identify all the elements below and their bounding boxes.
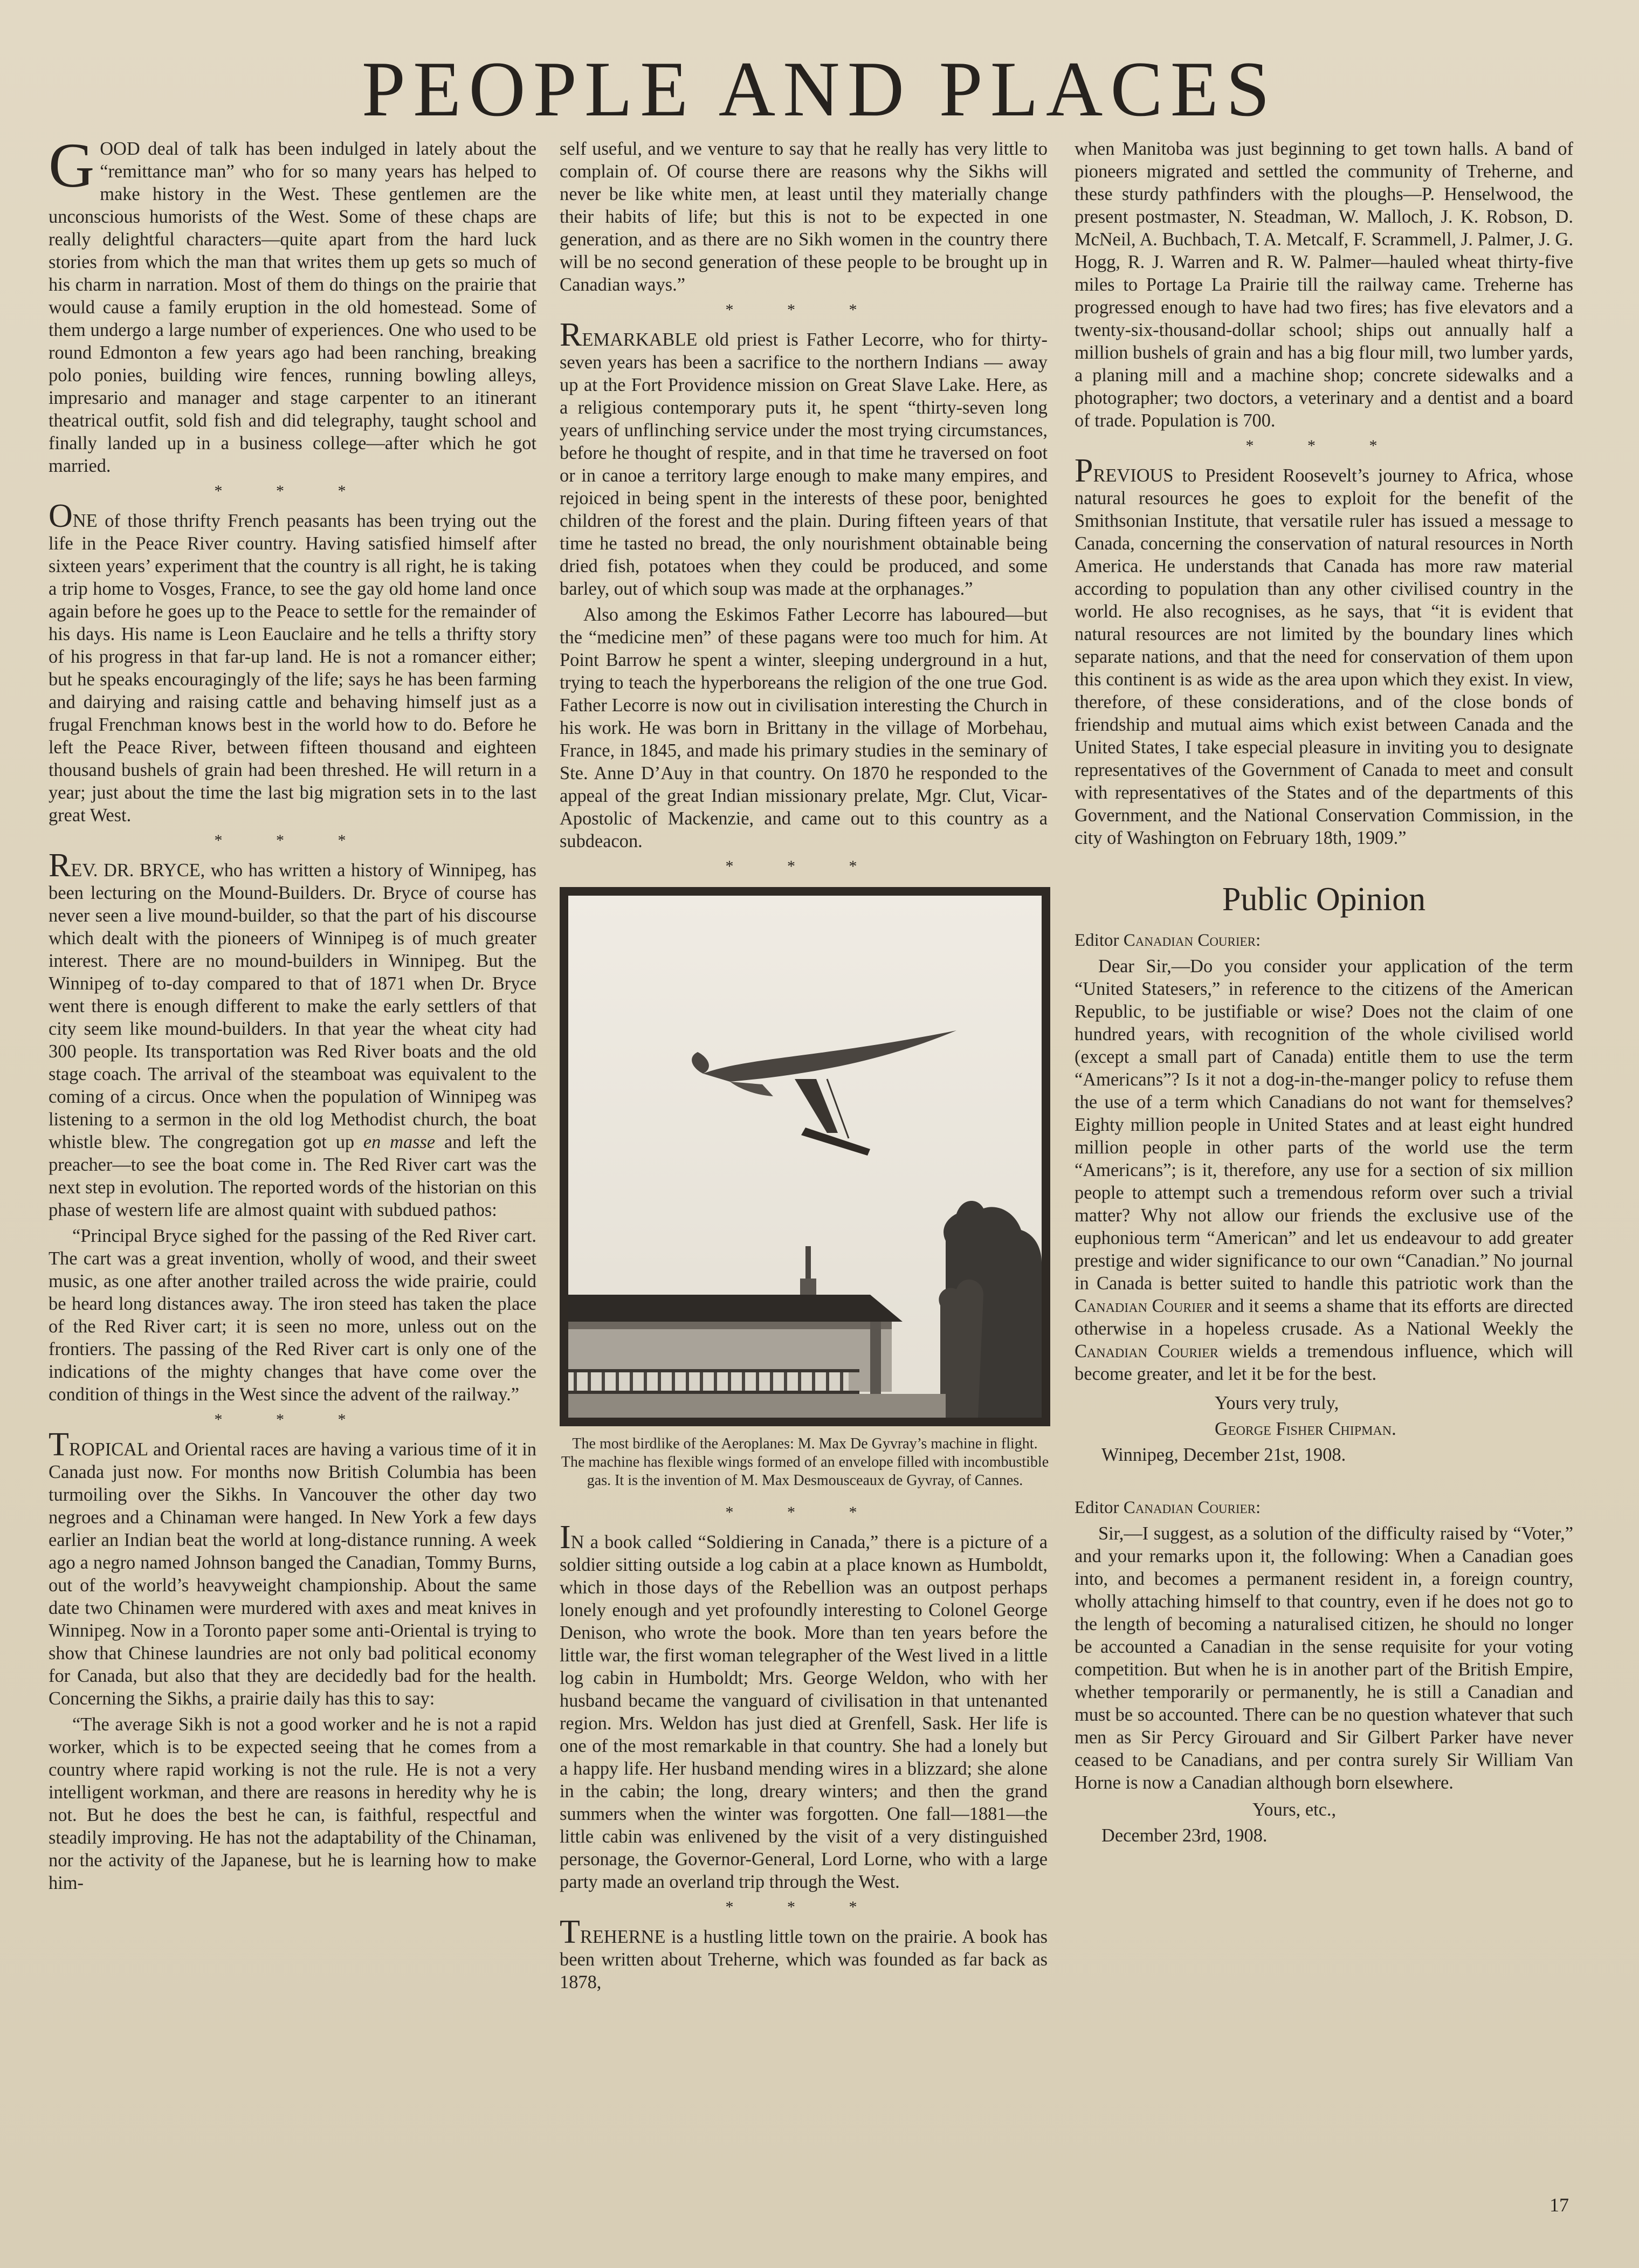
letter-text: and it seems a shame that its efforts are directed otherwise in a hopeless crusade. As a National Weekly the [1075,1296,1573,1339]
column-3 [1075,138,1573,1850]
article-text: OOD deal of talk has been indulged in lately about the “remittance man” who for so many years has helped to make history in the West. These gentlemen are the unconscious humorists of the West. Some of these chaps are really delightful characters—quite apart from the hard luck stories from which the man that writes them up gets so much of his charm in narration. Most of them do things on the prairie that would cause a family eruption in the old homestead. Some of them undergo a large number of experiences. One who used to be round Edmonton a few years ago had been ranching, breaking polo ponies, building wire fences, running bowling alleys, impresario and manager and stage carpenter to an itinerant theatrical outfit, sold fish and did telegraphy, taught school and finally landed up in a business college—after which he got married. [49,139,536,476]
column-1 [49,130,536,1898]
page-number: 17 [1550,2194,1569,2216]
article-text: a book called “Soldiering in Canada,” there is a picture of a soldier sitting outside a log cabin at a place known as Humboldt, which in those days of the Rebellion was an outpost perhaps lonely enough and yet profoundly interesting to Colonel George Denison, who wrote the book. More than ten years before the little war, the first woman telegrapher of the West lived in a little log cabin in Humboldt; Mrs. George Weldon, who with her husband became the vanguard of civilisation in that untenanted region. Mrs. Weldon has just died at Grenfell, Sask. Her life is one of the most remarkable in that country. She had a lonely but a happy life. Her husband mending wires in a blizzard; she alone in the cabin; the long, dreary winters; and then the grand summers when the winter was forgotten. One fall—1881—the little cabin was enlivened by the visit of a very distinguished personage, the Governor-General, Lord Lorne, who with a large party made an overland trip through the West. [560,1532,1048,1892]
article-father-lecorre-cont: Also among the Eskimos Father Lecorre has laboured—but the “medicine men” of these pagans were too much for him. At Point Barrow he spent a winter, sleeping underground in a hut, trying to teach the hyperboreans the religion of the one true God. Father Lecorre is now out in civilisation interesting the Church in his work. He was born in Brittany in the village of Morbehau, France, in 1845, and made his primary studies in the seminary of Ste. Anne D’Auy in that country. On 1870 he responded to the appeal of the great Indian missionary prelate, Mgr. Clut, Vicar-Apostolic of Mackenzie, and came out to this country as a subdeacon. [560,604,1048,851]
article-text: and left the preacher—to see the boat come in. The Red River cart was the next step in evolution. The reported words of the historian on this phase of western life are almost quaint with subdued pathos: [49,1132,536,1220]
letter-1-date: Winnipeg, December 21st, 1908. [1101,1445,1346,1465]
article-french-peasant [49,498,536,827]
drop-cap: G [49,130,95,201]
publication-name: Canadian Courier [1123,931,1256,950]
article-treherne-cont: when Manitoba was just beginning to get town halls. A band of pioneers migrated and settled the community of Treherne, and these sturdy pathfinders with the ploughs—P. Henselwood, the present postmaster, N. Steadman, W. Malloch, J. K. Robson, D. McNeil, A. Buchbach, T. A. Metcalf, F. Scrammell, J. Palmer, J. G. Hogg, R. J. Warren and R. W. Palmer—hauled wheat thirty-five miles to Portage La Prairie till the railway came. Treherne has progressed enough to have had two fires; has five elevators and a twenty-six-thousand-dollar school; ships out annually half a million bushels of grain and has a big flour mill, two lumber yards, a planing mill and a machine shop; concrete sidewalks and a photographer; two doctors, a veterinary and a dentist and a board of trade. Population is 700. [1075,139,1573,431]
editor-label: Editor [1075,1498,1124,1517]
section-separator: * * * [214,1411,371,1428]
figure-caption [560,1435,1050,1490]
colon: : [1255,931,1261,950]
article-dr-bryce [49,847,536,1221]
editor-label: Editor [1075,931,1124,950]
lead-letter: T [560,1914,580,1950]
article-roosevelt [1075,452,1573,849]
page-title: PEOPLE AND PLACES [361,45,1278,133]
aeroplane-figure [560,887,1050,1490]
public-opinion-heading: Public Opinion [1222,881,1426,918]
letter-2-date: December 23rd, 1908. [1101,1825,1268,1846]
quote-bryce: “Principal Bryce sighed for the passing of the Red River cart. The cart was a great invention, wholly of wood, and their sweet music, as one after another trailed across the wide prairie, could be heard long distances away. The iron steed has taken the place of the Red River cart; it is seen no more, unless out on the frontiers. The passing of the Red River cart is only one of the indications of the mighty changes that have come over the condition of things in the West since the advent of the railway.” [49,1226,536,1405]
caption-detail: The machine has flexible wings formed of an envelope filled with incombustible gas. It is the invention of M. Max Desmousceaux de Gyvray, of Cannes. [561,1454,1049,1489]
quote-sikhs-continued: self useful, and we venture to say that he really has very little to complain of. Of course there are reasons why the Sikhs will never be like white men, at least until they materially change their habits of life; but this is not to be expected in one generation, and as there are no Sikh women in the country there will be no second generation of these people to be brought up in Canadian ways.” [560,139,1048,295]
tree-silhouette [939,1201,1042,1418]
italic-phrase: en masse [363,1132,436,1152]
section-separator: * * * [214,482,371,500]
article-father-lecorre [560,317,1048,600]
section-separator: * * * [214,831,371,849]
article-text: of those thrifty French peasants has been trying out the life in the Peace River country. Having satisfied himself after sixteen years’ experiment that the country is all right, he is taking a trip home to Vosges, France, to see the gay old home land once again before he goes up to the Peace to settle for the remainder of his days. His name is Leon Eauclaire and he tells a thrifty story of his progress in that far-up land. He is not a romancer either; but he speaks encouragingly of the life; says he has been farming and dairying and raising cattle and behaving himself just as a frugal Frenchman knows best in the world how to do. Before he left the Peace River, between fifteen thousand and eighteen thousand bushels of grain had been threshed. He will return in a year; just about the time the last big migration sets in to the last great West. [49,511,536,826]
lead-letter: P [1075,452,1093,489]
lead-word: NE [72,511,98,531]
letter-1-salutation-head [1075,929,1573,952]
lead-word: REHERNE [580,1927,666,1947]
article-tropical-races [49,1426,536,1710]
letter-2-closing: Yours, etc., [1252,1799,1337,1820]
lead-word: ROPICAL [68,1439,149,1460]
publication-name: Canadian Courier [1075,1341,1218,1362]
lead-letter: O [49,498,73,534]
quote-sikhs: “The average Sikh is not a good worker and he is not a rapid worker, which is to be expected seeing that he comes from a country where rapid working is not the rule. He is not a very intelligent workman, and there are reasons in heredity why he is not. But he does the best he can, is faithful, respectful and steadily improving. He has not the adaptability of the Chinaman, nor the activity of the Japanese, but he is learning how to make him- [49,1714,536,1893]
letter-1-closing: Yours very truly, [1215,1393,1339,1413]
section-separator: * * * [725,1898,882,1916]
article-text: is a hustling little town on the prairie. A book has been written about Treherne, which was founded as far back as 1878, [560,1927,1048,1992]
article-text: old priest is Father Lecorre, who for thirty-seven years has been a sacrifice to the northern Indians — away up at the Fort Providence mission on Great Slave Lake. Here, as a religious contemporary puts it, he spent “thirty-seven long years of unflinching service under the most trying circumstances, before he thought of respite, and in that time he traversed on foot or in canoe a territory large enough to make many empires, and rejoiced in being spent in the interests of these poor, benighted children of the forest and the plain. During fifteen years of that time he tasted no bread, the only nourishment obtainable being dried fish, potatoes when they could be produced, and some barley, out of which soup was made at the orphanages.” [560,329,1048,599]
article-text: to President Roosevelt’s journey to Africa, whose natural resources he goes to exploit for the benefit of the Smithsonian Institute, that versatile ruler has issued a message to Canada, concerning the conservation of natural resources in North America. He understands that Canada has more raw material according to population than any other civilised country in the world. He also recognises, as he says, that “it is evident that natural resources are not limited by the boundary lines which separate nations, and that the need for conservation of them upon this continent is as wide as the area upon which they exist. In view, therefore, of these considerations, and of the close bonds of friendship and mutual aims which exist between Canada and the United States, I take especial pleasure in inviting you to designate representatives of the Government of Canada to meet and consult with representatives of the States and of the departments of this Government, and the National Conservation Commission, in the city of Washington on February 18th, 1909.” [1075,465,1573,848]
article-remittance-man [49,130,536,477]
letter-text: Dear Sir,—Do you consider your application of the term “United Statesers,” in reference to the citizens of the American Republic, to be justifiable or wise? Does not the claim of one hundred years, with recognition of the whole civilised world (except a small part of Canada) entitle them to use the term “Americans”? Is it not a dog-in-the-manger policy to refuse them the use of a term which Canadians do not want for themselves? Eighty million people in United States and at least eight hundred million people in other parts of the world use the term “Americans”; is it, therefore, any use for a section of six million people to attempt such a tremendous reform over such a trivial matter? Why not allow our friends the exclusive use of the euphonious term “American” and let us endeavour to add greater prestige and wider significance to our own “Canadian.” No journal in Canada is better suited to handle this patriotic work than the [1075,956,1573,1294]
lead-letter: R [49,847,71,884]
aeroplane-illustration [568,896,1042,1418]
section-separator: * * * [725,301,882,319]
colon: : [1255,1498,1261,1517]
lead-letter: T [49,1426,69,1463]
lead-letter: I [560,1519,571,1556]
article-treherne [560,1914,1048,1994]
letter-2-body: Sir,—I suggest, as a solution of the difficulty raised by “Voter,” and your remarks upon it, the following: When a Canadian goes into, and becomes a permanent resident in, a foreign country, wholly attaching himself to that country, even if he does not go to the length of becoming a naturalised citizen, he should no longer be accounted a Canadian in the sense requisite for your voting competition. But when he is in another part of the British Empire, whether temporarily or permanently, he is still a Canadian and must be so accounted. There can be no question whatever that such men as Sir Percy Girouard and Sir Gilbert Parker have never ceased to be Canadians, and per contra surely Sir William Van Horne is now a Canadian although born elsewhere. [1075,1523,1573,1793]
letter-1-signature: George Fisher Chipman. [1215,1419,1396,1439]
section-separator: * * * [1245,437,1402,455]
section-separator: * * * [725,857,882,875]
article-text: who has written a history of Winnipeg, has been lecturing on the Mound-Builders. Dr. Bryce of course has never seen a live mound-builder, so that the part of his discourse which dealt with the pioneers of Winnipeg is of much greater interest. There are no mound-builders in Winnipeg. But the Winnipeg of to-day compared to that of 1871 when Dr. Bryce went there is enough different to make the early settlers of that city seem like mound-builders. In that year the wheat city had 300 people. Its transportation was Red River boats and the old stage coach. The arrival of the steamboat was equivalent to the coming of a circus. Once when the population of Winnipeg was listening to a sermon in the old log Methodist church, the boat whistle blew. The congregation got up [49,860,536,1152]
letter-2-salutation-head [1075,1496,1573,1519]
article-text: and Oriental races are having a various time of it in Canada just now. For months now British Columbia has been turmoiling over the Sikhs. In Vancouver the other day two negroes and a Chinaman were hanged. In New York a few days earlier an Indian beat the world at long-distance running. A week ago a negro named Johnson banged the Canadian, Tommy Burns, out of the world’s heavyweight championship. About the same date two Chinamen were murdered with axes and meat knives in Winnipeg. Now in a Toronto paper some anti-Oriental is trying to show that Chinese laundries are not only bad political economy for Canada, but also that they are decidedly bad for the health. Concerning the Sikhs, a prairie daily has this to say: [49,1439,536,1709]
letter-text: wields a tremendous influence, which will become greater, and let it be for the best. [1075,1341,1573,1384]
lead-word: EV. DR. BRYCE, [71,860,205,881]
caption-title: The most birdlike of the Aeroplanes: M. Max De Gyvray’s machine in flight. [572,1435,1038,1452]
publication-name: Canadian Courier [1123,1498,1256,1517]
lead-word: REVIOUS [1093,465,1174,486]
publication-name: Canadian Courier [1075,1296,1213,1316]
column-2 [560,138,1048,1997]
section-separator: * * * [725,1503,882,1521]
aeroplane-photo [560,887,1050,1426]
article-soldiering-in-canada [560,1519,1048,1893]
lead-letter: R [560,317,582,353]
lead-word: EMARKABLE [582,329,698,350]
lead-word: N [570,1532,584,1552]
letter-1-body [1075,955,1573,1385]
